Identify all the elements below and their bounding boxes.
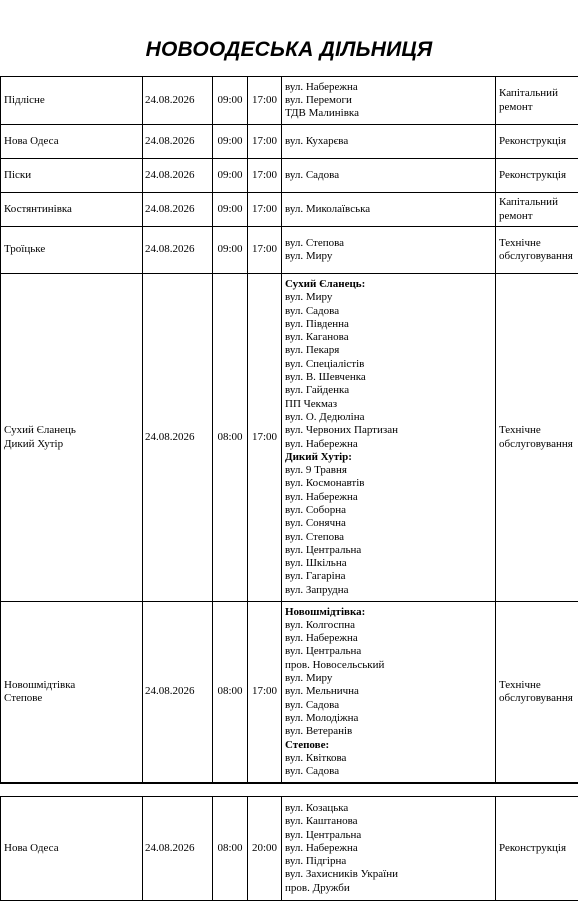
settlement-name: Піски [4, 169, 139, 182]
streets-cell [282, 159, 496, 193]
street-name: вул. Квіткова [285, 752, 492, 765]
street-name: вул. Гагаріна [285, 570, 492, 583]
street-name: вул. Шкільна [285, 557, 492, 570]
street-name: вул. Космонавтів [285, 477, 492, 490]
street-name: вул. Набережна [285, 842, 492, 855]
street-name: вул. Пекаря [285, 344, 492, 357]
table-row [1, 159, 578, 193]
street-name: вул. Запрудна [285, 584, 492, 597]
work-type-line: Технічне [499, 424, 577, 437]
street-name: вул. Колгоспна [285, 619, 492, 632]
end-time-cell: 17:00 [248, 159, 282, 193]
outage-schedule-table [0, 76, 578, 783]
date-cell: 24.08.2026 [143, 797, 213, 901]
date-cell: 24.08.2026 [143, 274, 213, 602]
end-time-cell: 20:00 [248, 797, 282, 901]
start-time-cell: 09:00 [213, 125, 248, 159]
work-type-line: обслуговування [499, 438, 577, 451]
settlement-cell [1, 274, 143, 602]
settlement-name: Сухий Єланець [4, 424, 139, 437]
street-name: вул. Набережна [285, 632, 492, 645]
street-name: вул. Молодіжна [285, 712, 492, 725]
street-name: вул. Ветеранів [285, 725, 492, 738]
settlement-cell [1, 159, 143, 193]
date-cell: 24.08.2026 [143, 77, 213, 125]
work-type-line: Капітальний [499, 196, 577, 209]
end-time-cell: 17:00 [248, 193, 282, 227]
street-name: ПП Чекмаз [285, 398, 492, 411]
street-name: вул. Садова [285, 305, 492, 318]
start-time-cell: 09:00 [213, 193, 248, 227]
street-name: пров. Дружби [285, 882, 492, 895]
table-separator [0, 783, 578, 796]
street-name: вул. Садова [285, 699, 492, 712]
end-time-cell: 17:00 [248, 274, 282, 602]
work-type-line: Капітальний [499, 87, 577, 100]
street-name: вул. Сонячна [285, 517, 492, 530]
work-type-line: обслуговування [499, 692, 577, 705]
street-name: вул. Підгірна [285, 855, 492, 868]
table-row [1, 193, 578, 227]
street-name: пров. Новосельський [285, 659, 492, 672]
street-name: вул. Центральна [285, 829, 492, 842]
start-time-cell: 08:00 [213, 797, 248, 901]
street-name: вул. Набережна [285, 81, 492, 94]
street-name: вул. Козацька [285, 802, 492, 815]
settlement-name: Степове [4, 692, 139, 705]
street-name: вул. Миру [285, 250, 492, 263]
settlement-name: Троїцьке [4, 243, 139, 256]
street-name: вул. Каштанова [285, 815, 492, 828]
street-name: вул. Захисників України [285, 868, 492, 881]
date-cell: 24.08.2026 [143, 125, 213, 159]
street-name: вул. Спеціалістів [285, 358, 492, 371]
work-type-cell [496, 602, 578, 783]
work-type-line: обслуговування [499, 250, 577, 263]
work-type-cell [496, 227, 578, 274]
street-name: вул. Степова [285, 237, 492, 250]
outage-schedule-table-continued [0, 796, 578, 901]
street-name: вул. Центральна [285, 544, 492, 557]
settlement-name: Нова Одеса [4, 842, 139, 855]
settlement-name: Новошмідтівка [4, 679, 139, 692]
table-row [1, 602, 578, 783]
streets-cell [282, 227, 496, 274]
streets-cell [282, 125, 496, 159]
settlement-name: Нова Одеса [4, 135, 139, 148]
work-type-line: Реконструкція [499, 169, 577, 182]
settlement-cell [1, 602, 143, 783]
street-name: вул. Набережна [285, 438, 492, 451]
street-name: вул. Південна [285, 318, 492, 331]
work-type-line: Технічне [499, 679, 577, 692]
end-time-cell: 17:00 [248, 227, 282, 274]
settlement-cell [1, 125, 143, 159]
start-time-cell: 08:00 [213, 602, 248, 783]
street-name: вул. Каганова [285, 331, 492, 344]
settlement-name: Костянтинівка [4, 203, 139, 216]
date-cell: 24.08.2026 [143, 159, 213, 193]
street-name: вул. Перемоги [285, 94, 492, 107]
work-type-cell [496, 797, 578, 901]
work-type-cell [496, 159, 578, 193]
start-time-cell: 09:00 [213, 77, 248, 125]
work-type-line: Реконструкція [499, 135, 577, 148]
date-cell: 24.08.2026 [143, 193, 213, 227]
street-name: вул. Садова [285, 765, 492, 778]
streets-cell [282, 602, 496, 783]
street-name: вул. В. Шевченка [285, 371, 492, 384]
settlement-name: Дикий Хутір [4, 438, 139, 451]
street-name: вул. Червоних Партизан [285, 424, 492, 437]
table-row [1, 274, 578, 602]
street-name: вул. Садова [285, 169, 492, 182]
table-row [1, 797, 578, 901]
work-type-cell [496, 274, 578, 602]
streets-cell [282, 274, 496, 602]
page-title: НОВООДЕСЬКА ДІЛЬНИЦЯ [0, 36, 578, 64]
street-name: вул. 9 Травня [285, 464, 492, 477]
date-cell: 24.08.2026 [143, 227, 213, 274]
street-group-heading: Степове: [285, 739, 492, 752]
work-type-cell [496, 125, 578, 159]
street-name: вул. Соборна [285, 504, 492, 517]
work-type-line: ремонт [499, 101, 577, 114]
start-time-cell: 09:00 [213, 159, 248, 193]
settlement-cell [1, 193, 143, 227]
start-time-cell: 08:00 [213, 274, 248, 602]
settlement-cell [1, 797, 143, 901]
table-row [1, 77, 578, 125]
end-time-cell: 17:00 [248, 77, 282, 125]
street-group-heading: Новошмідтівка: [285, 606, 492, 619]
settlement-name: Підлісне [4, 94, 139, 107]
street-group-heading: Сухий Єланець: [285, 278, 492, 291]
end-time-cell: 17:00 [248, 125, 282, 159]
work-type-cell [496, 193, 578, 227]
settlement-cell [1, 77, 143, 125]
date-cell: 24.08.2026 [143, 602, 213, 783]
streets-cell [282, 193, 496, 227]
street-name: вул. Миру [285, 291, 492, 304]
street-group-heading: Дикий Хутір: [285, 451, 492, 464]
settlement-cell [1, 227, 143, 274]
start-time-cell: 09:00 [213, 227, 248, 274]
street-name: вул. Миру [285, 672, 492, 685]
streets-cell [282, 77, 496, 125]
work-type-cell [496, 77, 578, 125]
street-name: вул. Набережна [285, 491, 492, 504]
street-name: вул. Мельнична [285, 685, 492, 698]
street-name: вул. Центральна [285, 645, 492, 658]
work-type-line: Технічне [499, 237, 577, 250]
streets-cell [282, 797, 496, 901]
street-name: вул. О. Дедюліна [285, 411, 492, 424]
end-time-cell: 17:00 [248, 602, 282, 783]
street-name: вул. Кухарєва [285, 135, 492, 148]
table-row [1, 227, 578, 274]
work-type-line: Реконструкція [499, 842, 577, 855]
street-name: ТДВ Малинівка [285, 107, 492, 120]
street-name: вул. Степова [285, 531, 492, 544]
work-type-line: ремонт [499, 210, 577, 223]
street-name: вул. Гайденка [285, 384, 492, 397]
table-row [1, 125, 578, 159]
street-name: вул. Миколаївська [285, 203, 492, 216]
